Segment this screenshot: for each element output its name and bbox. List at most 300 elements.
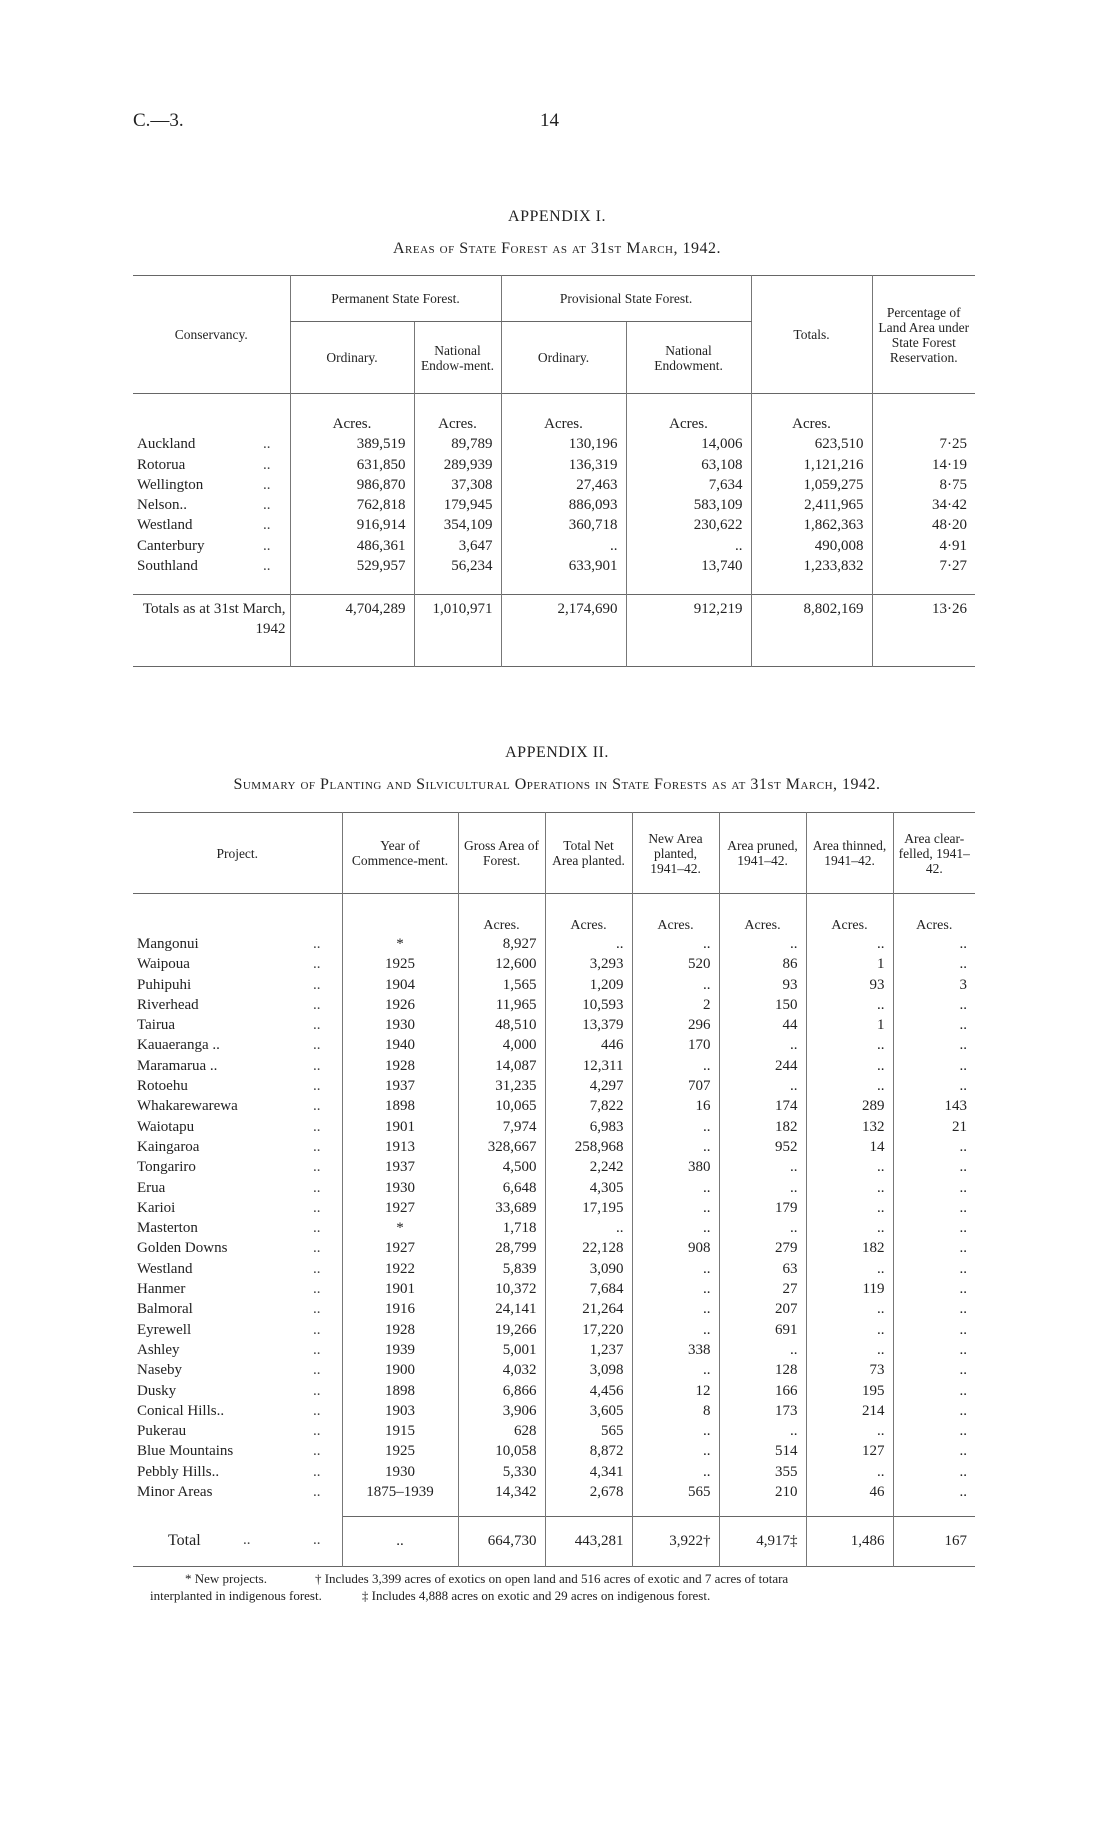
blank (342, 894, 458, 935)
cell: 12 (632, 1381, 719, 1401)
cell: 4,000 (458, 1035, 545, 1055)
cell: 37,308 (414, 475, 501, 495)
table-row (133, 1320, 975, 1340)
cell: 2,678 (545, 1482, 632, 1502)
project-label: Hanmer (137, 1281, 186, 1298)
cell: 46 (806, 1482, 893, 1502)
cell: 1928 (342, 1320, 458, 1340)
unit-label (872, 394, 975, 435)
cell: 529,957 (290, 556, 414, 576)
project-label: Naseby (137, 1362, 182, 1379)
cell: 1915 (342, 1421, 458, 1441)
cell: 14,342 (458, 1482, 545, 1502)
cell: 14,006 (626, 434, 751, 454)
cell: .. (806, 1157, 893, 1177)
conservancy-name (133, 434, 290, 454)
table-row (133, 1441, 975, 1461)
state-forest-areas-table (133, 275, 975, 667)
cell: .. (806, 1035, 893, 1055)
cell: 1,059,275 (751, 475, 872, 495)
project-name (133, 1462, 342, 1482)
cell: 289 (806, 1096, 893, 1116)
conservancy-label: Nelson.. (137, 497, 187, 514)
col-totals: Totals. (751, 276, 872, 394)
project-name (133, 1238, 342, 1258)
cell: 1927 (342, 1238, 458, 1258)
unit-label: Acres. (751, 394, 872, 435)
cell: .. (806, 1056, 893, 1076)
cell: 3,605 (545, 1401, 632, 1421)
cell: 17,220 (545, 1320, 632, 1340)
cell: .. (626, 536, 751, 556)
units-row (133, 394, 975, 435)
cell: .. (632, 1279, 719, 1299)
cell: 631,850 (290, 455, 414, 475)
footnote-dagger: † Includes 3,399 acres of exotics on open land and 516 acres of exotic and 7 acres of totara (314, 1571, 789, 1586)
leader-dots: .. (313, 1057, 321, 1074)
cell: .. (893, 1259, 975, 1279)
project-name (133, 1035, 342, 1055)
cell: 10,065 (458, 1096, 545, 1116)
column-header: Project. (216, 845, 259, 861)
project-name (133, 995, 342, 1015)
cell: .. (893, 1056, 975, 1076)
cell: 86 (719, 954, 806, 974)
cell: 360,718 (501, 515, 626, 535)
footnotes (150, 1570, 980, 1604)
leader-dots: .. (263, 558, 271, 575)
cell: 952 (719, 1137, 806, 1157)
cell: 8,872 (545, 1441, 632, 1461)
leader-dots: .. (313, 1532, 321, 1549)
cell: .. (806, 1462, 893, 1482)
leader-dots: .. (313, 996, 321, 1013)
cell: 244 (719, 1056, 806, 1076)
leader-dots: .. (313, 1382, 321, 1399)
cell: 1928 (342, 1056, 458, 1076)
project-name (133, 1198, 342, 1218)
cell: 1 (806, 1015, 893, 1035)
cell: .. (719, 1157, 806, 1177)
cell: 17,195 (545, 1198, 632, 1218)
project-label: Maramarua .. (137, 1057, 218, 1074)
leader-dots: .. (313, 936, 321, 952)
cell: 4,341 (545, 1462, 632, 1482)
cell: .. (632, 1117, 719, 1137)
project-label: Riverhead (137, 996, 199, 1013)
column-header: Area thinned, 1941–42. (806, 813, 893, 894)
cell: .. (893, 1482, 975, 1502)
cell: 986,870 (290, 475, 414, 495)
table-row (133, 1117, 975, 1137)
cell: 63 (719, 1259, 806, 1279)
table-row (133, 1340, 975, 1360)
cell: 22,128 (545, 1238, 632, 1258)
cell: 27 (719, 1279, 806, 1299)
table-row (133, 495, 975, 515)
cell: .. (893, 1441, 975, 1461)
project-label: Balmoral (137, 1301, 193, 1318)
cell: 4,305 (545, 1178, 632, 1198)
cell: 486,361 (290, 536, 414, 556)
project-label: Dusky (137, 1382, 177, 1399)
total-cell: 167 (893, 1516, 975, 1566)
project-label: Rotoehu (137, 1078, 188, 1095)
cell: 583,109 (626, 495, 751, 515)
cell: 2 (632, 995, 719, 1015)
project-label: Masterton (137, 1220, 198, 1237)
leader-dots: .. (313, 1199, 321, 1216)
cell: .. (806, 934, 893, 954)
totals-row (133, 594, 975, 666)
cell: 565 (545, 1421, 632, 1441)
cell: 56,234 (414, 556, 501, 576)
cell: 10,372 (458, 1279, 545, 1299)
cell: .. (893, 1218, 975, 1238)
leader-dots: .. (313, 1037, 321, 1054)
project-label: Tairua (137, 1017, 176, 1034)
unit-label: Acres. (893, 894, 975, 935)
cell: 1901 (342, 1279, 458, 1299)
project-name (133, 1441, 342, 1461)
cell: 13,379 (545, 1015, 632, 1035)
project-label: Pukerau (137, 1423, 187, 1440)
project-label: Erua (137, 1179, 166, 1196)
project-label: Waiotapu (137, 1118, 195, 1135)
cell: 628 (458, 1421, 545, 1441)
cell: 3 (893, 975, 975, 995)
cell: .. (893, 954, 975, 974)
col-prov-ordinary: Ordinary. (501, 322, 626, 394)
appendix2-title: APPENDIX II. (505, 744, 609, 761)
project-name (133, 1401, 342, 1421)
cell: 5,330 (458, 1462, 545, 1482)
conservancy-name (133, 495, 290, 515)
cell: 1,565 (458, 975, 545, 995)
cell: .. (893, 1035, 975, 1055)
table-row (133, 515, 975, 535)
cell: 908 (632, 1238, 719, 1258)
unit-label: Acres. (806, 894, 893, 935)
cell: .. (893, 995, 975, 1015)
leader-dots: .. (263, 456, 271, 473)
unit-label: Acres. (290, 394, 414, 435)
cell: 34·42 (872, 495, 975, 515)
cell: .. (806, 995, 893, 1015)
cell: 4,032 (458, 1360, 545, 1380)
leader-dots: .. (313, 1484, 321, 1501)
cell: 1,233,832 (751, 556, 872, 576)
cell: 166 (719, 1381, 806, 1401)
cell: 89,789 (414, 434, 501, 454)
cell: .. (545, 1218, 632, 1238)
total-cell: 1,010,971 (414, 594, 501, 666)
total-cell: .. (342, 1516, 458, 1566)
total-row (133, 1516, 975, 1566)
table-row (133, 1299, 975, 1319)
blank (133, 394, 290, 435)
cell: .. (806, 1198, 893, 1218)
cell: .. (632, 1056, 719, 1076)
cell: 1900 (342, 1360, 458, 1380)
cell: 21 (893, 1117, 975, 1137)
project-label: Waipoua (137, 956, 190, 973)
leader-dots: .. (263, 476, 271, 493)
cell: * (342, 1218, 458, 1238)
project-label: Eyrewell (137, 1321, 192, 1338)
cell: 182 (719, 1117, 806, 1137)
leader-dots: .. (313, 1281, 321, 1298)
project-name (133, 1320, 342, 1340)
cell: .. (719, 1218, 806, 1238)
cell: .. (719, 1035, 806, 1055)
cell: .. (806, 1218, 893, 1238)
cell: .. (893, 1340, 975, 1360)
cell: 258,968 (545, 1137, 632, 1157)
project-label: Golden Downs (137, 1240, 228, 1257)
cell: 14 (806, 1137, 893, 1157)
cell: 7·27 (872, 556, 975, 576)
leader-dots: .. (263, 497, 271, 514)
project-name (133, 975, 342, 995)
project-name (133, 1482, 342, 1502)
table-row (133, 1360, 975, 1380)
cell: 3,906 (458, 1401, 545, 1421)
cell: 1 (806, 954, 893, 974)
leader-dots: .. (313, 1138, 321, 1155)
cell: 12,600 (458, 954, 545, 974)
table-row (133, 1157, 975, 1177)
cell: .. (806, 1178, 893, 1198)
cell: 3,647 (414, 536, 501, 556)
leader-dots: .. (313, 1362, 321, 1379)
cell: 2,411,965 (751, 495, 872, 515)
project-name (133, 1381, 342, 1401)
total-cell: 443,281 (545, 1516, 632, 1566)
table-row (133, 1198, 975, 1218)
cell: 1,718 (458, 1218, 545, 1238)
cell: 380 (632, 1157, 719, 1177)
cell: 6,648 (458, 1178, 545, 1198)
cell: 707 (632, 1076, 719, 1096)
total-cell: 4,704,289 (290, 594, 414, 666)
table-row (133, 1421, 975, 1441)
cell: 328,667 (458, 1137, 545, 1157)
cell: .. (632, 975, 719, 995)
page-number: 14 (540, 110, 559, 131)
cell: .. (893, 1198, 975, 1218)
cell: .. (632, 1198, 719, 1218)
cell: .. (893, 1320, 975, 1340)
cell: 207 (719, 1299, 806, 1319)
cell: 1,121,216 (751, 455, 872, 475)
col-permanent: Permanent State Forest. (290, 276, 501, 322)
project-name (133, 934, 342, 954)
unit-label: Acres. (719, 894, 806, 935)
leader-dots: .. (313, 1321, 321, 1338)
cell: .. (632, 1441, 719, 1461)
cell: 210 (719, 1482, 806, 1502)
project-label: Karioi (137, 1199, 176, 1216)
cell: .. (632, 934, 719, 954)
cell: 73 (806, 1360, 893, 1380)
cell: 179,945 (414, 495, 501, 515)
table-row (133, 1401, 975, 1421)
table-row (133, 536, 975, 556)
table-row (133, 1096, 975, 1116)
cell: * (342, 934, 458, 954)
table-row (133, 1056, 975, 1076)
cell: 520 (632, 954, 719, 974)
cell: .. (893, 1421, 975, 1441)
table-row (133, 1015, 975, 1035)
cell: 4,500 (458, 1157, 545, 1177)
column-header: New Area planted, 1941–42. (632, 813, 719, 894)
conservancy-name (133, 475, 290, 495)
cell: 8·75 (872, 475, 975, 495)
conservancy-label: Rotorua (137, 456, 186, 473)
column-header: Gross Area of Forest. (458, 813, 545, 894)
cell: 296 (632, 1015, 719, 1035)
cell: 3,098 (545, 1360, 632, 1380)
cell: 4,456 (545, 1381, 632, 1401)
cell: .. (719, 1076, 806, 1096)
project-name (133, 1178, 342, 1198)
cell: 48·20 (872, 515, 975, 535)
project-label: Minor Areas (137, 1484, 213, 1501)
cell: 16 (632, 1096, 719, 1116)
cell: .. (893, 1157, 975, 1177)
project-label: Mangonui (137, 936, 199, 952)
cell: 1939 (342, 1340, 458, 1360)
project-label: Puhipuhi (137, 976, 192, 993)
cell: 289,939 (414, 455, 501, 475)
project-label: Conical Hills.. (137, 1402, 225, 1419)
conservancy-label: Auckland (137, 436, 196, 453)
cell: .. (806, 1421, 893, 1441)
cell: 11,965 (458, 995, 545, 1015)
cell: .. (719, 1178, 806, 1198)
conservancy-label: Canterbury (137, 537, 205, 554)
cell: 10,058 (458, 1441, 545, 1461)
cell: 1875–1939 (342, 1482, 458, 1502)
cell: 13,740 (626, 556, 751, 576)
cell: 4,297 (545, 1076, 632, 1096)
cell: 6,983 (545, 1117, 632, 1137)
leader-dots: .. (313, 1118, 321, 1135)
cell: 24,141 (458, 1299, 545, 1319)
cell: 27,463 (501, 475, 626, 495)
leader-dots: .. (313, 1341, 321, 1358)
cell: .. (632, 1259, 719, 1279)
cell: 3,293 (545, 954, 632, 974)
cell: 565 (632, 1482, 719, 1502)
leader-dots: .. (313, 1402, 321, 1419)
cell: .. (893, 1401, 975, 1421)
cell: 14·19 (872, 455, 975, 475)
cell: 1925 (342, 1441, 458, 1461)
cell: 514 (719, 1441, 806, 1461)
cell: 389,519 (290, 434, 414, 454)
cell: 173 (719, 1401, 806, 1421)
appendix2-subtitle: Summary of Planting and Silvicultural Operations in State Forests as at 31st March, 1942. (233, 776, 881, 793)
table-row (133, 1462, 975, 1482)
leader-dots: .. (263, 517, 271, 534)
cell: 1927 (342, 1198, 458, 1218)
cell: 633,901 (501, 556, 626, 576)
unit-label: Acres. (545, 894, 632, 935)
cell: 338 (632, 1340, 719, 1360)
cell: .. (806, 1076, 893, 1096)
table-row (133, 1259, 975, 1279)
conservancy-label: Westland (137, 517, 193, 534)
cell: 195 (806, 1381, 893, 1401)
unit-label: Acres. (458, 894, 545, 935)
cell: .. (719, 1340, 806, 1360)
cell: 1898 (342, 1096, 458, 1116)
table-row (133, 1218, 975, 1238)
cell: .. (893, 1360, 975, 1380)
cell: 886,093 (501, 495, 626, 515)
cell: 31,235 (458, 1076, 545, 1096)
project-label: Tongariro (137, 1159, 196, 1176)
cell: .. (545, 934, 632, 954)
project-name (133, 1157, 342, 1177)
footnote-double-dagger: ‡ Includes 4,888 acres on exotic and 29 acres on indigenous forest. (361, 1588, 711, 1603)
cell: .. (893, 1238, 975, 1258)
cell: 63,108 (626, 455, 751, 475)
unit-label: Acres. (501, 394, 626, 435)
table-row (133, 1381, 975, 1401)
cell: .. (806, 1320, 893, 1340)
cell: 355 (719, 1462, 806, 1482)
cell: 230,622 (626, 515, 751, 535)
cell: 1,209 (545, 975, 632, 995)
total-cell: 3,922† (632, 1516, 719, 1566)
cell: 1937 (342, 1157, 458, 1177)
cell: 7·25 (872, 434, 975, 454)
cell: 214 (806, 1401, 893, 1421)
leader-dots: .. (313, 1443, 321, 1460)
cell: 1916 (342, 1299, 458, 1319)
unit-label: Acres. (626, 394, 751, 435)
total-cell: 8,802,169 (751, 594, 872, 666)
cell: 179 (719, 1198, 806, 1218)
leader-dots: .. (313, 956, 321, 973)
leader-dots: .. (313, 1260, 321, 1277)
leader-dots: .. (313, 1240, 321, 1257)
cell: 1930 (342, 1462, 458, 1482)
cell: .. (501, 536, 626, 556)
appendix1-title: APPENDIX I. (508, 208, 606, 225)
cell: 7,634 (626, 475, 751, 495)
cell: .. (632, 1178, 719, 1198)
cell: 8 (632, 1401, 719, 1421)
table-row (133, 1137, 975, 1157)
cell: .. (893, 1076, 975, 1096)
cell: 5,001 (458, 1340, 545, 1360)
total-cell: 1,486 (806, 1516, 893, 1566)
cell: 4·91 (872, 536, 975, 556)
cell: 354,109 (414, 515, 501, 535)
cell: .. (893, 1279, 975, 1299)
cell: .. (806, 1259, 893, 1279)
cell: 1901 (342, 1117, 458, 1137)
project-name (133, 954, 342, 974)
table-row (133, 1035, 975, 1055)
appendix1-subtitle: Areas of State Forest as at 31st March, 1942. (393, 240, 721, 257)
cell: 1903 (342, 1401, 458, 1421)
